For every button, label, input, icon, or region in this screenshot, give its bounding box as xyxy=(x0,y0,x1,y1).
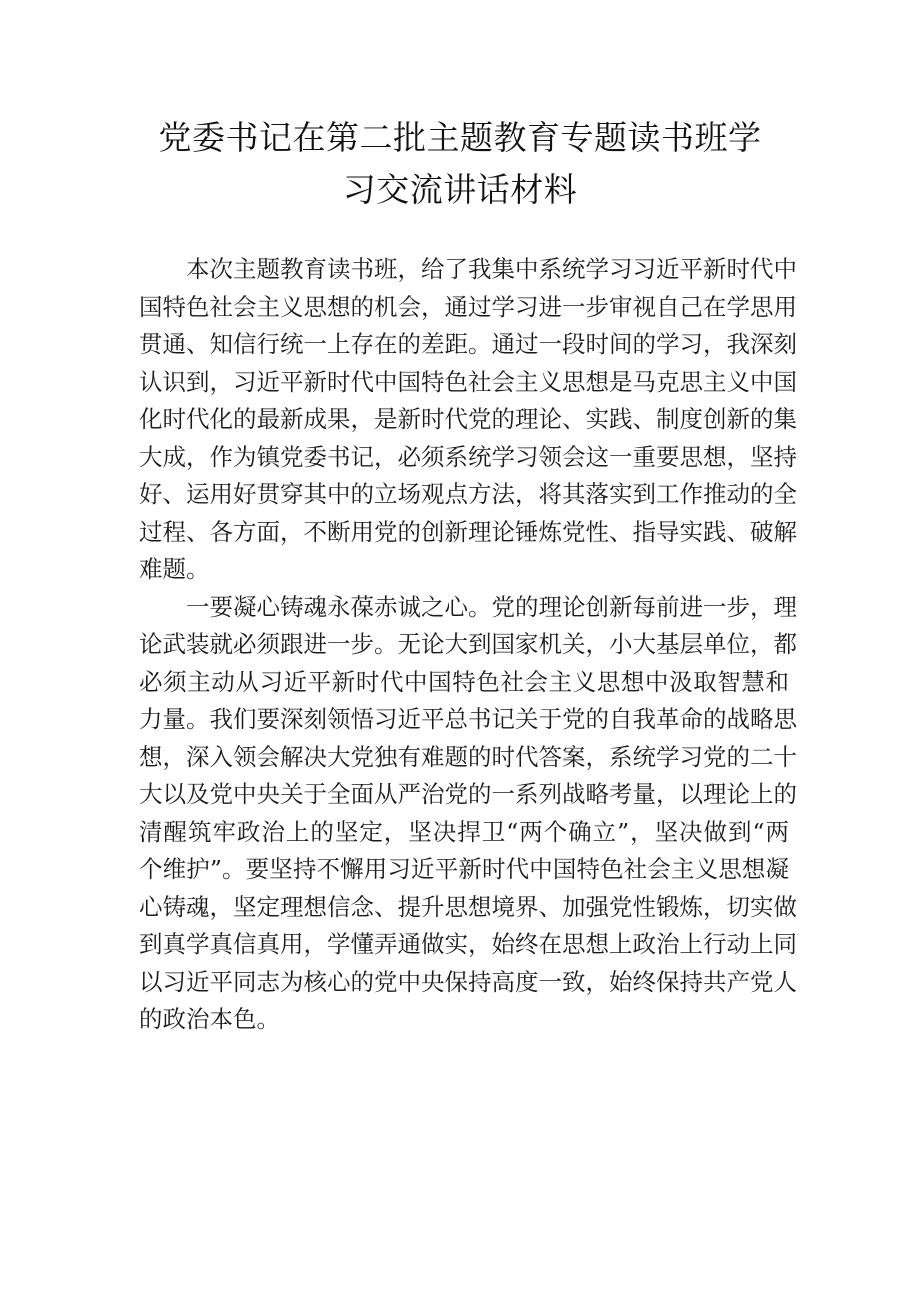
paragraph-2 xyxy=(139,589,797,1039)
paragraph-line: 清醒筑牢政治上的坚定，坚决捍卫“两个确立”，坚决做到“两 xyxy=(139,817,789,846)
paragraph-line: 过程、各方面，不断用党的创新理论锤炼党性、指导实践、破解 xyxy=(139,517,797,546)
document-title xyxy=(120,112,800,216)
paragraph-line: 好、运用好贯穿其中的立场观点方法，将其落实到工作推动的全 xyxy=(139,480,797,508)
title-line-1: 党委书记在第二批主题教育专题读书班学 xyxy=(158,118,762,157)
paragraph-line: 的政治本色。 xyxy=(139,1005,280,1033)
paragraph-line: 贯通、知信行统一上存在的差距。通过一段时间的学习，我深刻 xyxy=(139,330,797,358)
paragraph-line: 论武装就必须跟进一步。无论大到国家机关，小大基层单位，都 xyxy=(139,630,797,658)
paragraph-1 xyxy=(139,251,797,589)
paragraph-line: 以习近平同志为核心的党中央保持高度一致，始终保持共产党人 xyxy=(139,967,797,996)
paragraph-line: 想，深入领会解决大党独有难题的时代答案，系统学习党的二十 xyxy=(139,742,797,771)
paragraph-line: 必须主动从习近平新时代中国特色社会主义思想中汲取智慧和 xyxy=(139,667,789,696)
paragraph-line: 到真学真信真用，学懂弄通做实，始终在思想上政治上行动上同 xyxy=(139,930,797,958)
paragraph-line: 化时代化的最新成果，是新时代党的理论、实践、制度创新的集 xyxy=(139,405,797,433)
paragraph-line: 认识到，习近平新时代中国特色社会主义思想是马克思主义中国 xyxy=(139,367,797,396)
paragraph-line: 力量。我们要深刻领悟习近平总书记关于党的自我革命的战略思 xyxy=(139,705,797,733)
paragraph-line: 国特色社会主义思想的机会，通过学习进一步审视自己在学思用 xyxy=(139,292,797,321)
paragraph-line: 个维护”。要坚持不懈用习近平新时代中国特色社会主义思想凝 xyxy=(139,855,789,883)
paragraph-line: 一要凝心铸魂永葆赤诚之心。党的理论创新每前进一步，理 xyxy=(186,592,797,621)
title-line-2: 习交流讲话材料 xyxy=(342,170,578,209)
paragraph-line: 难题。 xyxy=(139,555,210,583)
paragraph-line: 心铸魂，坚定理想信念、提升思想境界、加强党性锻炼，切实做 xyxy=(139,892,797,921)
document-body xyxy=(139,251,797,1039)
paragraph-line: 大以及党中央关于全面从严治党的一系列战略考量，以理论上的 xyxy=(139,780,797,808)
paragraph-line: 本次主题教育读书班，给了我集中系统学习习近平新时代中 xyxy=(186,255,797,283)
paragraph-line: 大成，作为镇党委书记，必须系统学习领会这一重要思想，坚持 xyxy=(139,442,797,471)
